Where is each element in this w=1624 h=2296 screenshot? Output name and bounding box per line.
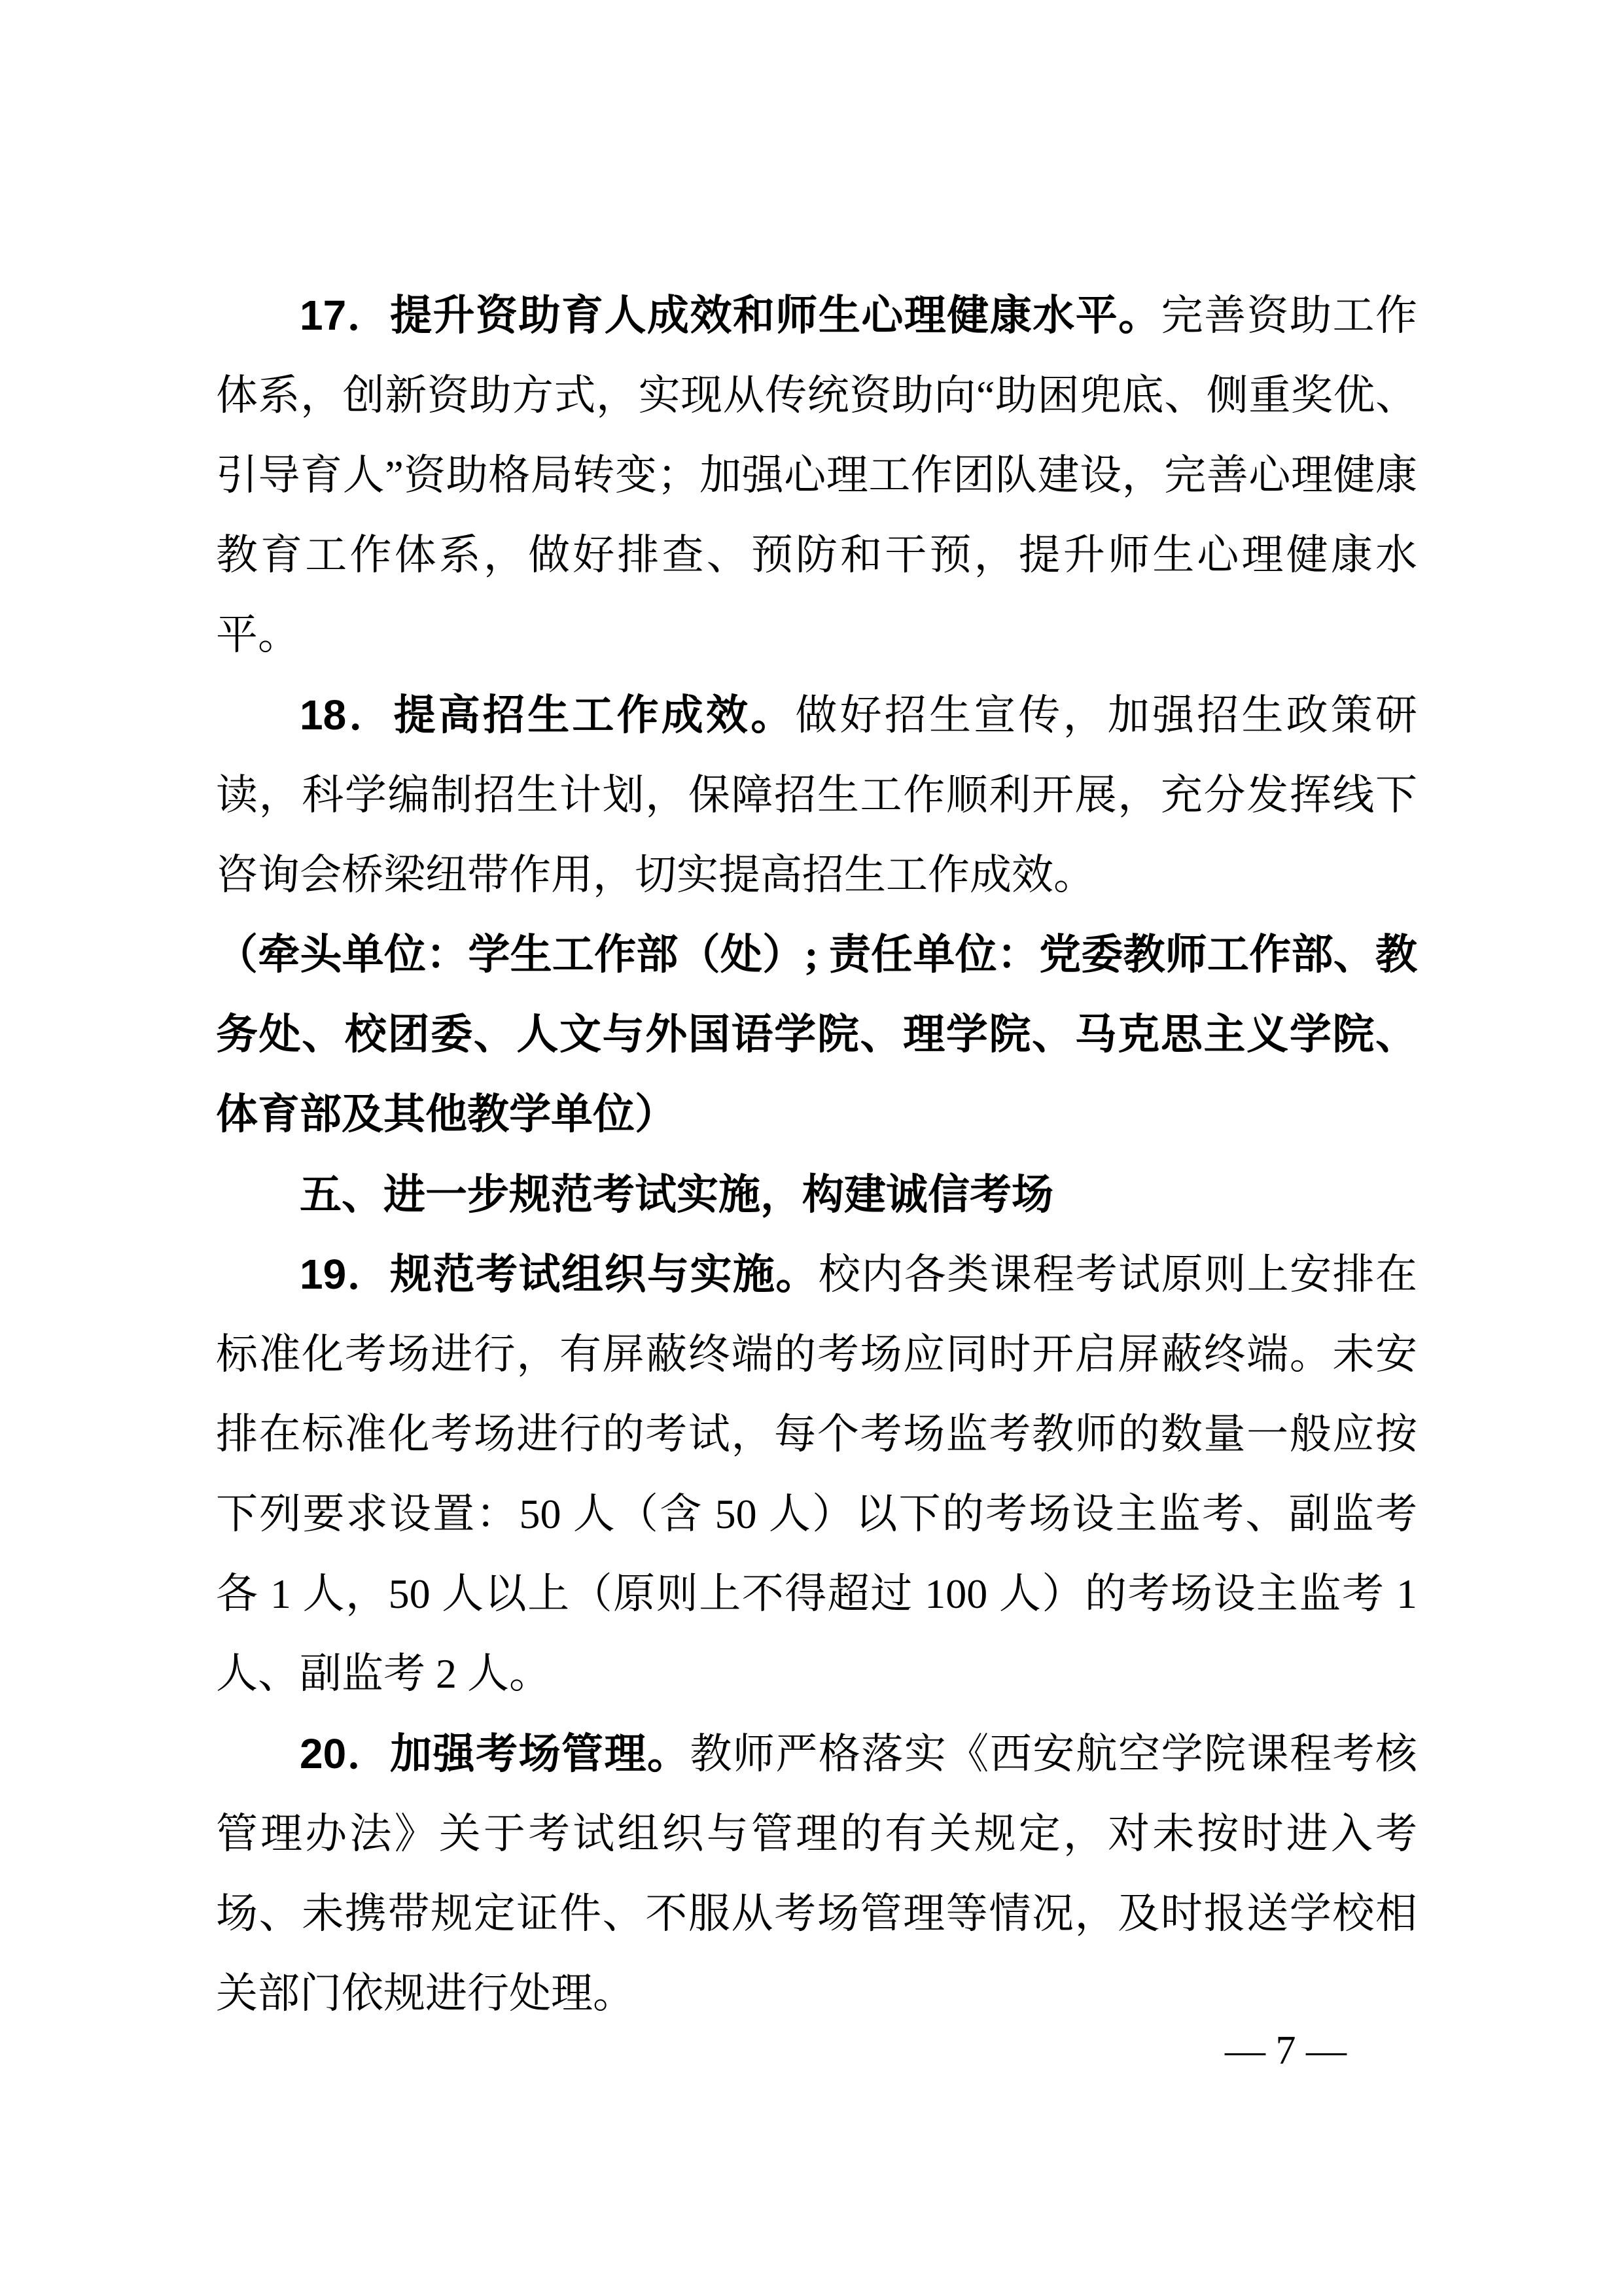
paragraph-item-18 [216,675,1417,915]
item-17-title: 17．提升资助育人成效和师生心理健康水平。 [300,292,1161,339]
item-19-text: 校内各类课程考试原则上安排在标准化考场进行，有屏蔽终端的考场应同时开启屏蔽终端。未安排在标准化考场进行的考试，每个考场监考教师的数量一般应按下列要求设置：50 人（含 50 人）以下的考场设主监考、副监考各 1 人，50 人以上（原则上不得超过 100 人）的考场设主监考 1 人、副监考 2 人。 [216,1251,1418,1697]
paragraph-item-20 [216,1714,1417,2034]
paragraph-item-19 [216,1234,1417,1714]
item-20-text: 教师严格落实《西安航空学院课程考核管理办法》关于考试组织与管理的有关规定，对未按时进入考场、未携带规定证件、不服从考场管理等情况，及时报送学校相关部门依规进行处理。 [216,1731,1418,2017]
responsible-units-text: （牵头单位：学生工作部（处）; 责任单位：党委教师工作部、教务处、校团委、人文与外国语学院、理学院、马克思主义学院、体育部及其他教学单位） [216,931,1417,1138]
page-number: — 7 — [1225,2028,1347,2073]
section-heading-5-text: 五、进一步规范考试实施，构建诚信考场 [300,1171,1053,1218]
paragraph-responsible-units [216,915,1417,1155]
item-17-text: 完善资助工作体系，创新资助方式，实现从传统资助向“助困兜底、侧重奖优、引导育人”资助格局转变；加强心理工作团队建设，完善心理健康教育工作体系，做好排查、预防和干预，提升师生心理健康水平。 [216,292,1418,658]
item-20-title: 20．加强考场管理。 [300,1730,690,1777]
paragraph-item-17 [216,275,1417,675]
item-19-title: 19．规范考试组织与实施。 [300,1251,819,1298]
item-18-title: 18．提高招生工作成效。 [300,691,796,739]
section-heading-5 [216,1155,1417,1234]
document-body [216,275,1417,2034]
item-18-text: 做好招生宣传，加强招生政策研读，科学编制招生计划，保障招生工作顺利开展，充分发挥线下咨询会桥梁纽带作用，切实提高招生工作成效。 [216,692,1418,898]
